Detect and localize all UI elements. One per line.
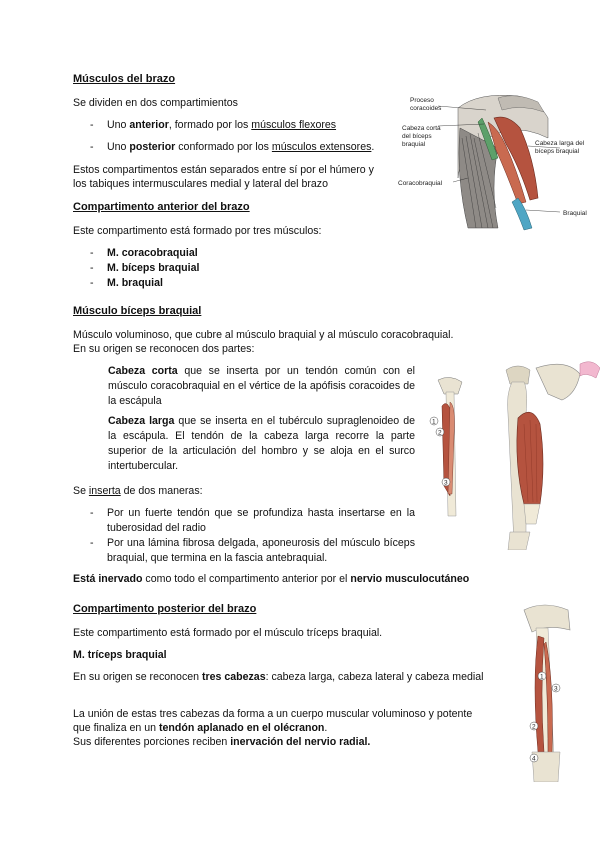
label-2: 2 <box>532 723 536 731</box>
triceps-innervation: Sus diferentes porciones reciben inervación del nervio radial. <box>73 736 371 748</box>
bullet-posterior: Uno posterior conformado por los músculos extensores. <box>107 141 375 153</box>
separation-line-1: Estos compartimentos están separados entre sí por el húmero y <box>73 164 374 176</box>
triceps-union-1: La unión de estas tres cabezas da forma a un cuerpo muscular voluminoso y potente <box>73 708 473 720</box>
paragraph-cabeza-larga: Cabeza larga que se inserta en el tubérculo supraglenoideo de la escápula. El tendón de la cabeza larga recorre la parte superior de la articulación del hombro y se aloja en el surco intertubercular. <box>108 415 415 472</box>
triceps-figure <box>514 602 584 782</box>
anterior-intro: Este compartimento está formado por tres músculos: <box>73 225 322 237</box>
label-coracobraquial: Coracobraquial <box>398 180 443 187</box>
link-extensores[interactable]: músculos extensores <box>271 141 372 153</box>
bullet-dash: - <box>90 141 94 153</box>
label-coracoides: coracoides <box>410 105 442 112</box>
biceps-description: Músculo voluminoso, que cubre al músculo braquial y al músculo coracobraquial. <box>73 329 454 341</box>
label-biceps-braquial: bíceps braquial <box>535 148 580 155</box>
section-title-anterior: Compartimento anterior del brazo <box>73 201 250 213</box>
biceps-diagram-small <box>428 376 478 526</box>
posterior-intro: Este compartimento está formado por el músculo tríceps braquial. <box>73 627 383 639</box>
bullet-dash: - <box>90 507 94 519</box>
label-4: 4 <box>532 755 536 763</box>
label-1: 1 <box>432 418 436 426</box>
link-flexores[interactable]: músculos flexores <box>251 119 337 131</box>
label-braquial-muscle: Braquial <box>563 210 587 217</box>
bullet-dash: - <box>90 119 94 131</box>
paragraph-cabeza-corta: Cabeza corta que se inserta por un tendón común con el músculo coracobraquial en el vértice de la apófisis coracoides de la escápula <box>108 365 415 407</box>
label-cabeza-larga: Cabeza larga del <box>535 140 585 147</box>
triceps-origin: En su origen se reconocen tres cabezas: cabeza larga, cabeza lateral y cabeza medial <box>73 671 484 683</box>
compartments-intro: Se dividen en dos compartimientos <box>73 97 238 109</box>
section-title-biceps: Músculo bíceps braquial <box>73 305 202 317</box>
label-braquial: braquial <box>402 141 426 148</box>
list-item-coracobraquial: M. coracobraquial <box>107 247 198 259</box>
biceps-innervation: Está inervado como todo el compartimento anterior por el nervio musculocutáneo <box>73 573 470 585</box>
biceps-origin-intro: En su origen se reconocen dos partes: <box>73 343 255 355</box>
label-3: 3 <box>444 479 448 487</box>
list-item-braquial: M. braquial <box>107 277 163 289</box>
label-del-biceps: del bíceps <box>402 133 432 140</box>
link-inserta[interactable]: inserta <box>88 485 121 497</box>
bullet-dash: - <box>90 247 94 259</box>
arm-anatomy-figure <box>398 88 598 238</box>
label-2: 2 <box>438 429 442 437</box>
label-3: 3 <box>554 685 558 693</box>
list-item-biceps: M. bíceps braquial <box>107 262 200 274</box>
bullet-dash: - <box>90 262 94 274</box>
bullet-dash: - <box>90 277 94 289</box>
label-1: 1 <box>540 673 544 681</box>
insertion-aponeurosis: Por una lámina fibrosa delgada, aponeurosis del músculo bíceps braquial, que termina en la fascia antebraquial. <box>107 537 415 564</box>
section-title-posterior: Compartimento posterior del brazo <box>73 603 257 615</box>
label-proceso: Proceso <box>410 97 434 104</box>
bullet-anterior: Uno anterior, formado por los músculos flexores <box>107 119 337 131</box>
triceps-subtitle: M. tríceps braquial <box>73 649 167 661</box>
insertion-intro: Se inserta de dos maneras: <box>73 485 203 497</box>
triceps-union-2: que finaliza en un tendón aplanado en el olécranon. <box>73 722 328 734</box>
separation-line-2: los tabiques intermusculares medial y lateral del brazo <box>73 178 328 190</box>
insertion-tendon: Por un fuerte tendón que se profundiza hasta insertarse en la tuberosidad del radio <box>107 507 415 534</box>
section-title-muscles-arm: Músculos del brazo <box>73 73 176 85</box>
biceps-shoulder-figure <box>496 354 600 550</box>
bullet-dash: - <box>90 537 94 549</box>
label-cabeza-corta: Cabeza corta <box>402 125 441 132</box>
